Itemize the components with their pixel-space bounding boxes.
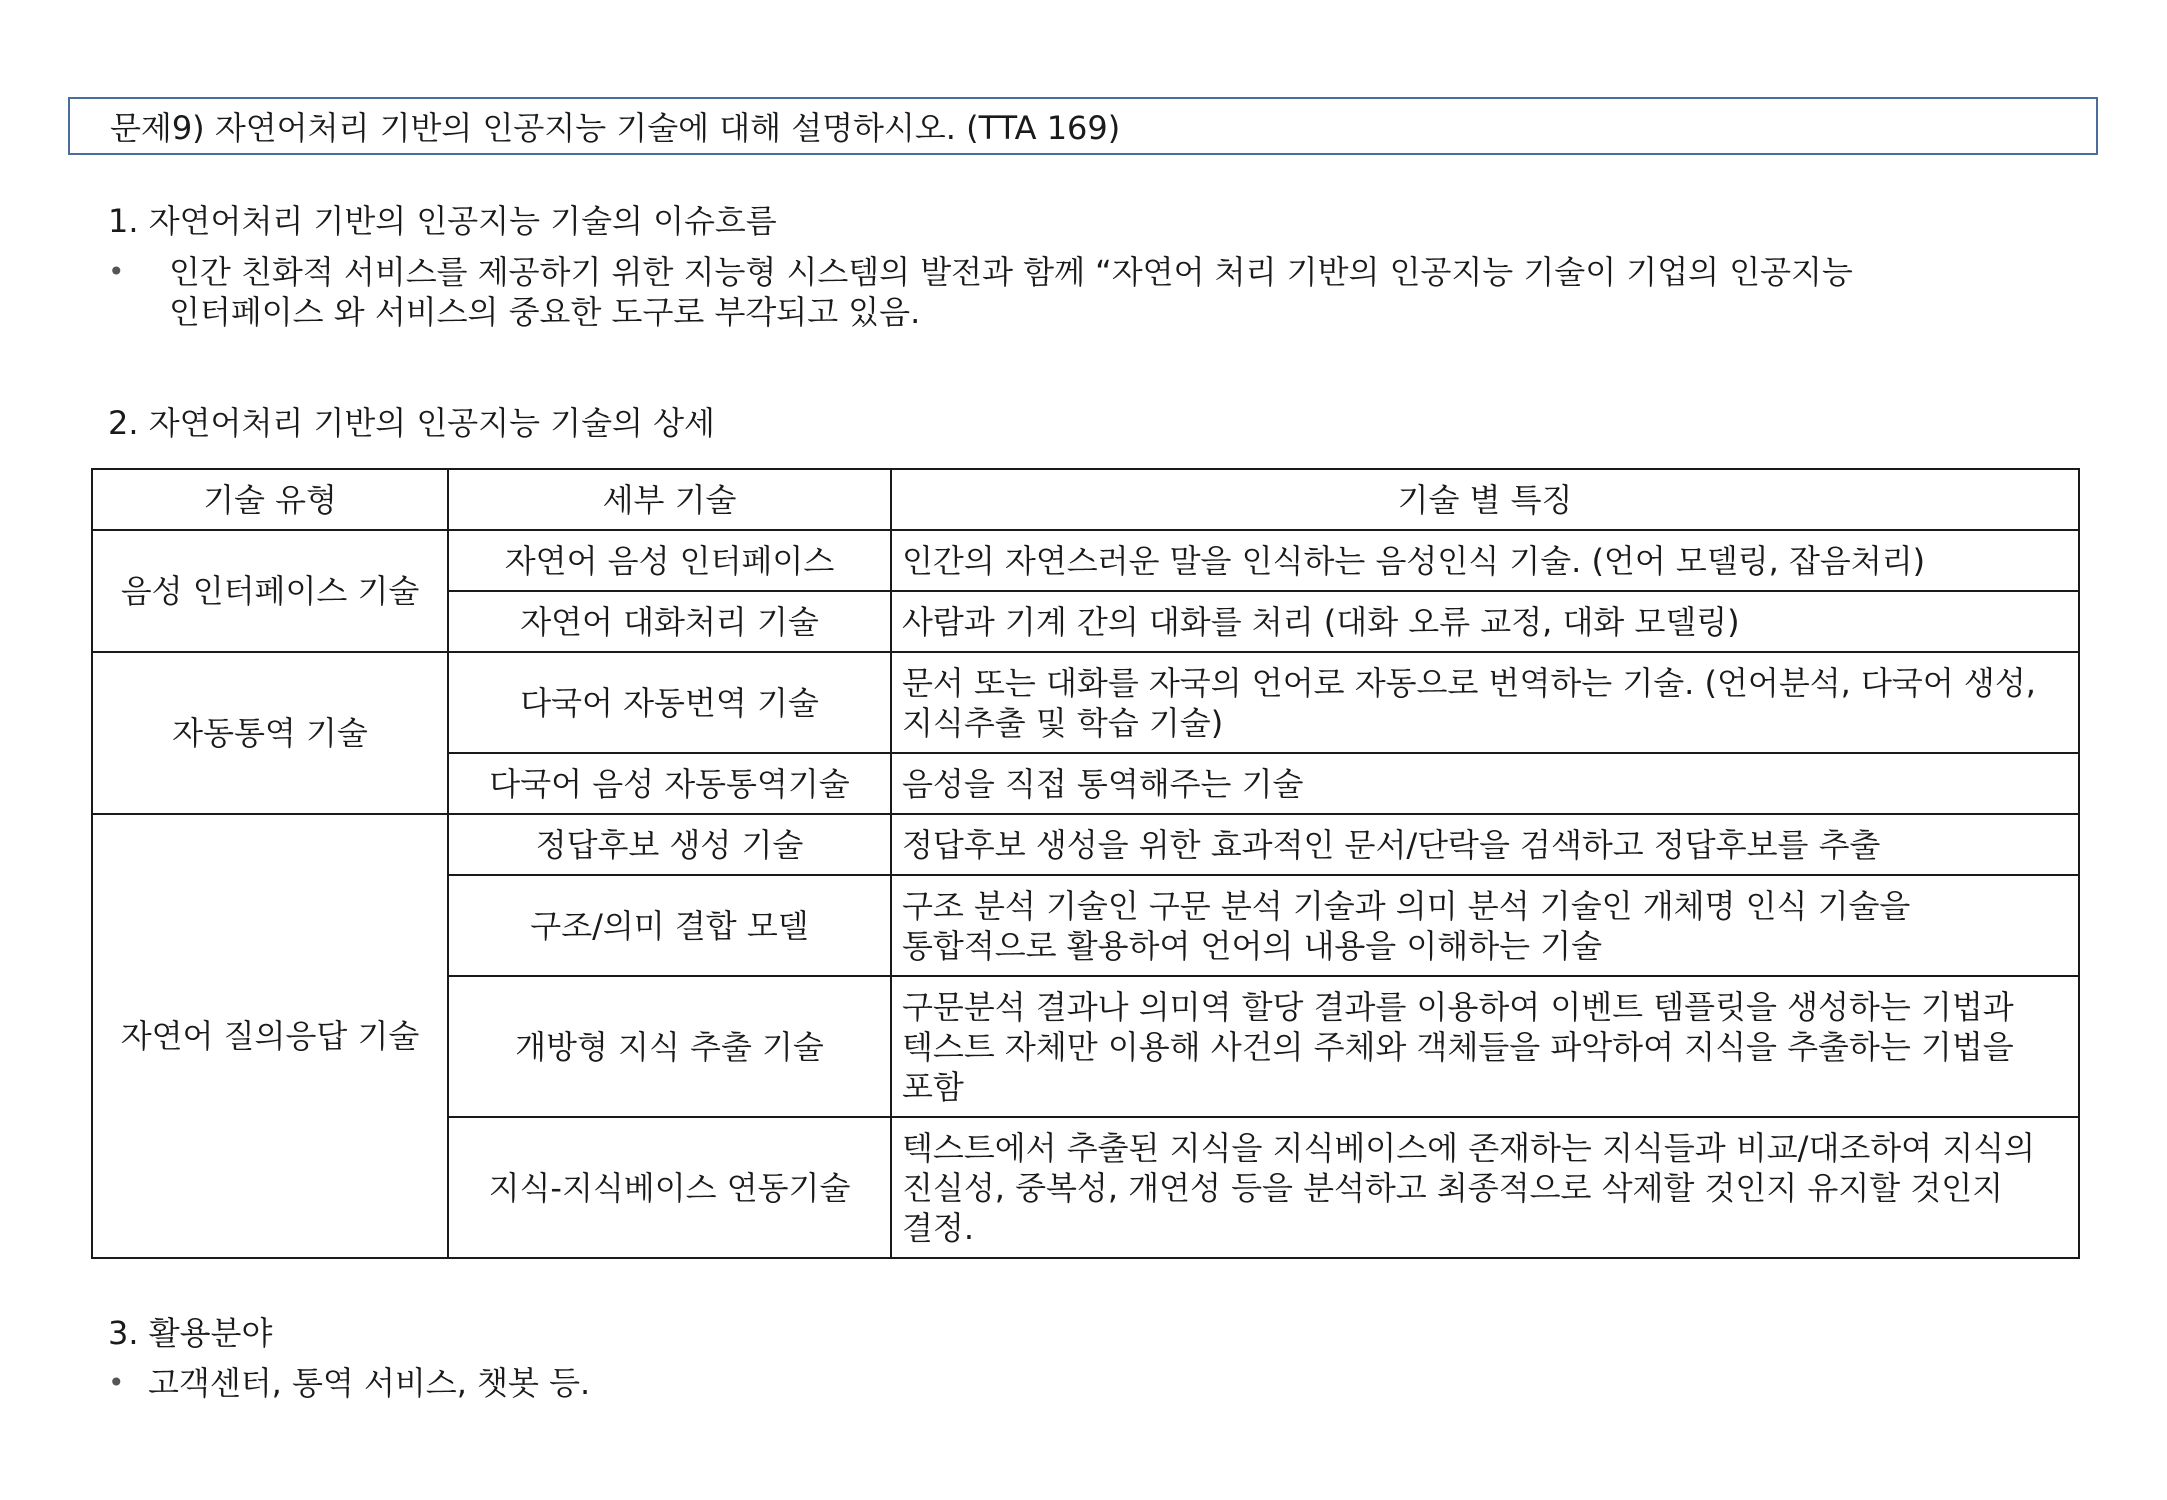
section-1-bullet — [108, 252, 2088, 332]
sub-tech-cell: 지식-지식베이스 연동기술 — [448, 1117, 891, 1258]
bullet-glyph: • — [108, 255, 125, 288]
section-3-bullet — [108, 1363, 908, 1403]
tech-type-cell: 자동통역 기술 — [92, 652, 448, 814]
technology-table — [91, 468, 2080, 1259]
section-3-bullet-text: 고객센터, 통역 서비스, 챗봇 등. — [148, 1364, 591, 1402]
feature-cell: 텍스트에서 추출된 지식을 지식베이스에 존재하는 지식들과 비교/대조하여 지식의 진실성, 중복성, 개연성 등을 분석하고 최종적으로 삭제할 것인지 유지할 것인지 결정. — [891, 1117, 2079, 1258]
table-row — [92, 814, 2079, 875]
sub-tech-cell: 개방형 지식 추출 기술 — [448, 976, 891, 1117]
question-text: 문제9) 자연어처리 기반의 인공지능 기술에 대해 설명하시오. (TTA 169) — [110, 109, 1121, 147]
section-1-heading: 1. 자연어처리 기반의 인공지능 기술의 이슈흐름 — [108, 202, 777, 240]
tech-type-cell: 자연어 질의응답 기술 — [92, 814, 448, 1258]
feature-cell: 사람과 기계 간의 대화를 처리 (대화 오류 교정, 대화 모델링) — [891, 591, 2079, 652]
sub-tech-cell: 구조/의미 결합 모델 — [448, 875, 891, 976]
sub-tech-cell: 자연어 음성 인터페이스 — [448, 530, 891, 591]
section-2-heading: 2. 자연어처리 기반의 인공지능 기술의 상세 — [108, 404, 715, 442]
bullet-glyph: • — [108, 1366, 125, 1399]
feature-cell: 음성을 직접 통역해주는 기술 — [891, 753, 2079, 814]
feature-cell: 문서 또는 대화를 자국의 언어로 자동으로 번역하는 기술. (언어분석, 다국어 생성, 지식추출 및 학습 기술) — [891, 652, 2079, 753]
sub-tech-cell: 다국어 자동번역 기술 — [448, 652, 891, 753]
section-1-bullet-text: 인간 친화적 서비스를 제공하기 위한 지능형 시스템의 발전과 함께 “자연어 처리 기반의 인공지능 기술이 기업의 인공지능 인터페이스 와 서비스의 중요한 도구로 부각되고 있음. — [169, 253, 1853, 331]
question-box — [68, 97, 2098, 155]
feature-cell: 구문분석 결과나 의미역 할당 결과를 이용하여 이벤트 템플릿을 생성하는 기법과 텍스트 자체만 이용해 사건의 주체와 객체들을 파악하여 지식을 추출하는 기법을 포함 — [891, 976, 2079, 1117]
sub-tech-cell: 다국어 음성 자동통역기술 — [448, 753, 891, 814]
feature-cell: 구조 분석 기술인 구문 분석 기술과 의미 분석 기술인 개체명 인식 기술을 통합적으로 활용하여 언어의 내용을 이해하는 기술 — [891, 875, 2079, 976]
section-3-heading: 3. 활용분야 — [108, 1314, 273, 1352]
header-tech-type: 기술 유형 — [92, 469, 448, 530]
table-row — [92, 530, 2079, 591]
tech-type-cell: 음성 인터페이스 기술 — [92, 530, 448, 652]
table-row — [92, 652, 2079, 753]
table-header-row — [92, 469, 2079, 530]
sub-tech-cell: 자연어 대화처리 기술 — [448, 591, 891, 652]
header-features: 기술 별 특징 — [891, 469, 2079, 530]
sub-tech-cell: 정답후보 생성 기술 — [448, 814, 891, 875]
feature-cell: 정답후보 생성을 위한 효과적인 문서/단락을 검색하고 정답후보를 추출 — [891, 814, 2079, 875]
header-sub-tech: 세부 기술 — [448, 469, 891, 530]
feature-cell: 인간의 자연스러운 말을 인식하는 음성인식 기술. (언어 모델링, 잡음처리) — [891, 530, 2079, 591]
